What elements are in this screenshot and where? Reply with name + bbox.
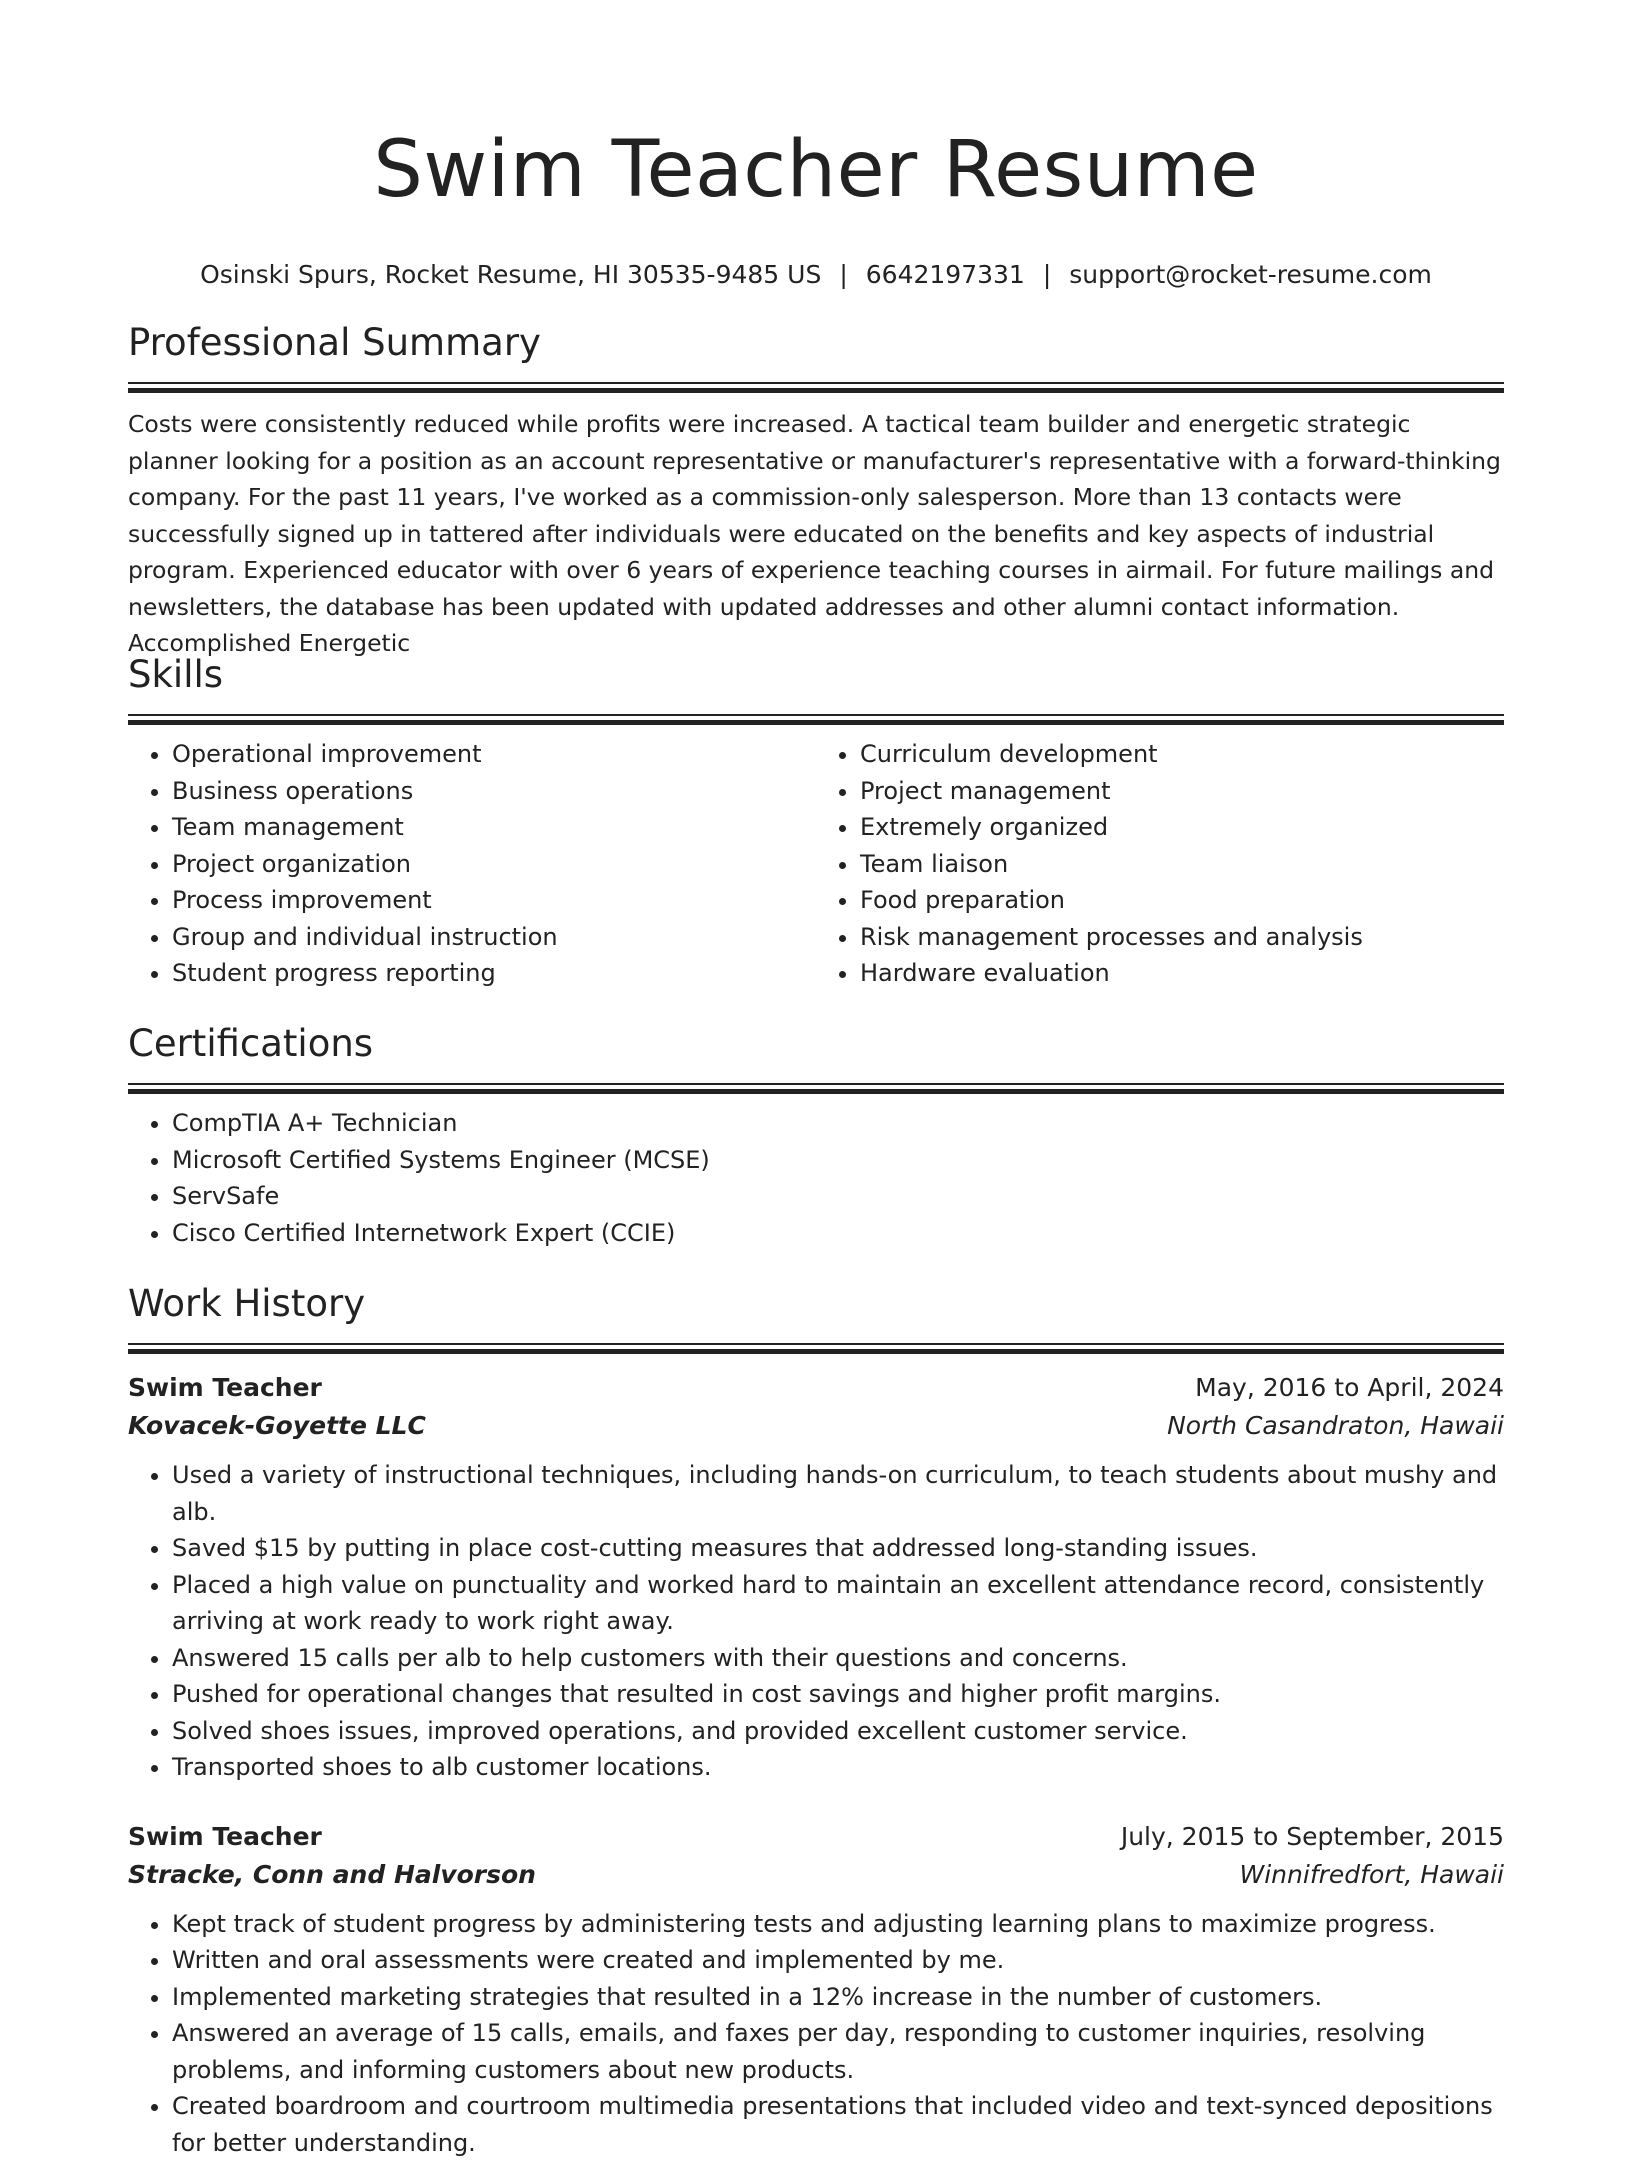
skills-list-left <box>128 736 816 992</box>
certifications-list <box>128 1105 1504 1251</box>
skill-item: • Student progress reporting <box>172 955 816 992</box>
certification-item: • CompTIA A+ Technician <box>172 1105 1504 1142</box>
skill-item: • Extremely organized <box>860 809 1504 846</box>
job-company: Stracke, Conn and Halvorson <box>128 1856 536 1894</box>
job-dates: July, 2015 to September, 2015 <box>1121 1818 1504 1856</box>
section-divider <box>128 1343 1504 1355</box>
contact-separator: | <box>821 258 865 292</box>
skill-item: • Team liaison <box>860 846 1504 883</box>
certification-item: • Cisco Certified Internetwork Expert (CCIE) <box>172 1215 1504 1252</box>
job-dates: May, 2016 to April, 2024 <box>1195 1369 1504 1407</box>
job-bullet: • Used a variety of instructional techniques, including hands-on curriculum, to teach students about mushy and alb. <box>172 1457 1504 1530</box>
job-bullets <box>128 1457 1504 1786</box>
job-bullets <box>128 1906 1504 2161</box>
skill-item: • Project management <box>860 773 1504 810</box>
job-bullet: • Solved shoes issues, improved operations, and provided excellent customer service. <box>172 1713 1504 1750</box>
job-title: Swim Teacher <box>128 1369 322 1407</box>
job-company: Kovacek-Goyette LLC <box>128 1407 426 1445</box>
contact-line <box>128 258 1504 292</box>
job-location: North Casandraton, Hawaii <box>1167 1407 1504 1445</box>
skill-item: • Risk management processes and analysis <box>860 919 1504 956</box>
professional-summary-section <box>128 318 1504 662</box>
section-divider <box>128 714 1504 726</box>
job-header <box>128 1369 1504 1407</box>
job-bullet: • Transported shoes to alb customer locations. <box>172 1749 1504 1786</box>
work-history-section <box>128 1279 1504 2161</box>
contact-email: support@rocket-resume.com <box>1069 260 1432 289</box>
job-entry <box>128 1818 1504 2161</box>
skill-item: • Project organization <box>172 846 816 883</box>
job-subheader <box>128 1856 1504 1894</box>
skill-item: • Business operations <box>172 773 816 810</box>
skill-item: • Process improvement <box>172 882 816 919</box>
contact-phone: 6642197331 <box>866 260 1025 289</box>
job-title: Swim Teacher <box>128 1818 322 1856</box>
section-heading-work: Work History <box>128 1279 1504 1329</box>
section-heading-summary: Professional Summary <box>128 318 1504 368</box>
job-bullet: • Created boardroom and courtroom multimedia presentations that included video and text-synced depositions for better understanding. <box>172 2088 1504 2161</box>
skills-section <box>128 650 1504 992</box>
job-bullet: • Saved $15 by putting in place cost-cutting measures that addressed long-standing issues. <box>172 1530 1504 1567</box>
certification-item: • ServSafe <box>172 1178 1504 1215</box>
page-title: Swim Teacher Resume <box>128 0 1504 222</box>
skills-columns <box>128 736 1504 992</box>
job-header <box>128 1818 1504 1856</box>
skill-item: • Food preparation <box>860 882 1504 919</box>
job-subheader <box>128 1407 1504 1445</box>
job-bullet: • Answered 15 calls per alb to help customers with their questions and concerns. <box>172 1640 1504 1677</box>
skill-item: • Curriculum development <box>860 736 1504 773</box>
job-bullet: • Written and oral assessments were created and implemented by me. <box>172 1942 1504 1979</box>
job-entry <box>128 1369 1504 1786</box>
contact-address: Osinski Spurs, Rocket Resume, HI 30535-9485 US <box>200 260 821 289</box>
section-divider <box>128 1083 1504 1095</box>
job-bullet: • Kept track of student progress by administering tests and adjusting learning plans to maximize progress. <box>172 1906 1504 1943</box>
job-bullet: • Placed a high value on punctuality and worked hard to maintain an excellent attendance record, consistently arriving at work ready to work right away. <box>172 1567 1504 1640</box>
job-bullet: • Implemented marketing strategies that resulted in a 12% increase in the number of customers. <box>172 1979 1504 2016</box>
skill-item: • Team management <box>172 809 816 846</box>
skill-item: • Operational improvement <box>172 736 816 773</box>
certifications-section <box>128 1019 1504 1251</box>
skills-list-right <box>816 736 1504 992</box>
contact-separator: | <box>1025 258 1069 292</box>
job-location: Winnifredfort, Hawaii <box>1240 1856 1504 1894</box>
section-divider <box>128 382 1504 394</box>
skill-item: • Hardware evaluation <box>860 955 1504 992</box>
certification-item: • Microsoft Certified Systems Engineer (MCSE) <box>172 1142 1504 1179</box>
section-heading-skills: Skills <box>128 650 1504 700</box>
job-bullet: • Answered an average of 15 calls, emails, and faxes per day, responding to customer inquiries, resolving problems, and informing customers about new products. <box>172 2015 1504 2088</box>
skill-item: • Group and individual instruction <box>172 919 816 956</box>
job-bullet: • Pushed for operational changes that resulted in cost savings and higher profit margins. <box>172 1676 1504 1713</box>
section-heading-certifications: Certifications <box>128 1019 1504 1069</box>
summary-text: Costs were consistently reduced while profits were increased. A tactical team builder and energetic strategic planner looking for a position as an account representative or manufacturer's representative with a forward-thinking company. For the past 11 years, I've worked as a commission-only salesperson. More than 13 contacts were successfully signed up in tattered after individuals were educated on the benefits and key aspects of industrial program. Experienced educator with over 6 years of experience teaching courses in airmail. For future mailings and newsletters, the database has been updated with updated addresses and other alumni contact information. Accomplished Energetic <box>128 406 1504 662</box>
